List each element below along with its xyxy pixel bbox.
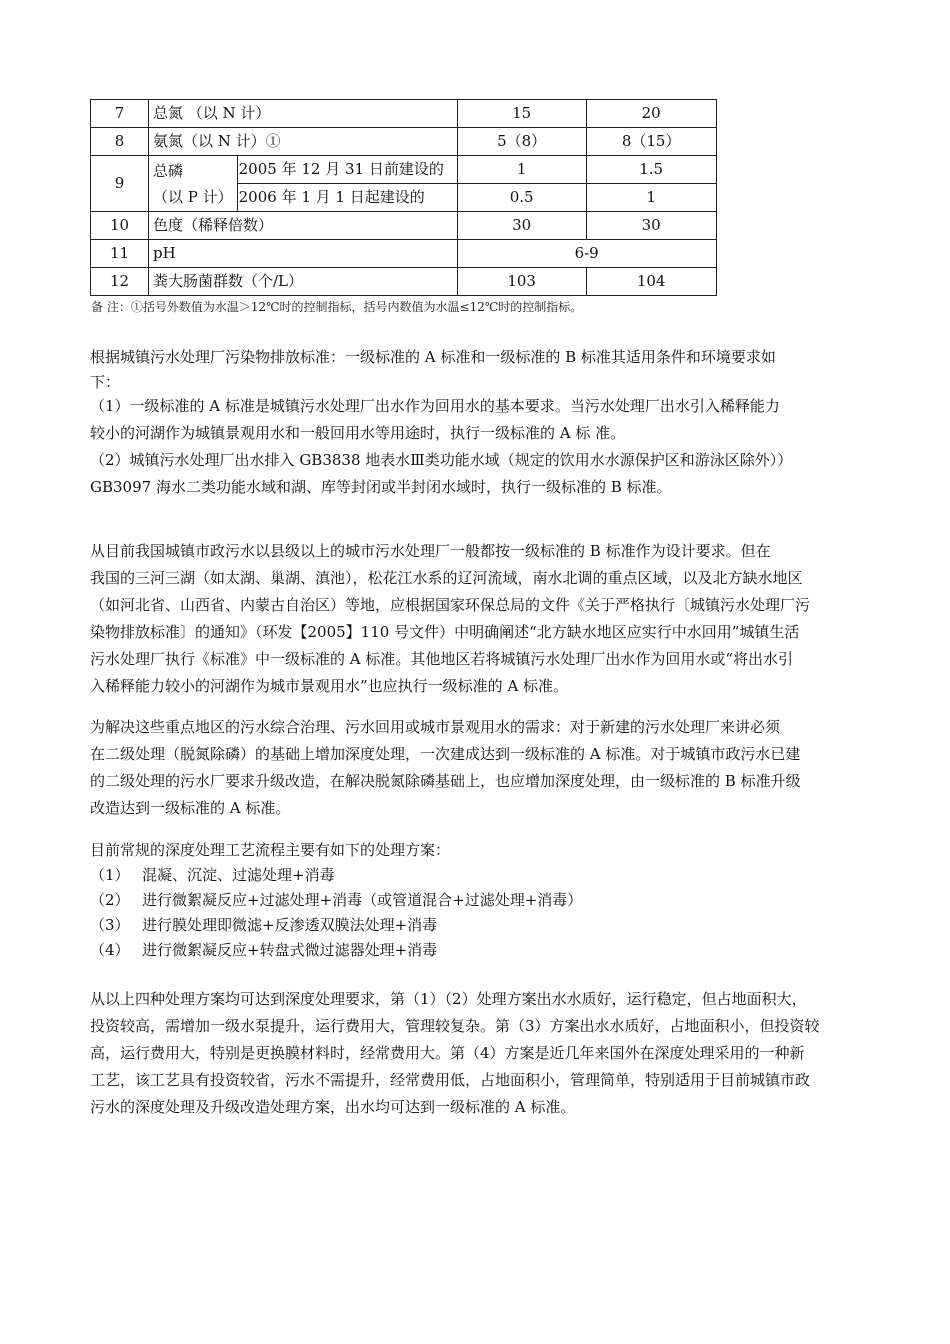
table-row (91, 128, 717, 156)
value-b: 1.5 (586, 156, 716, 184)
text-line: 根据城镇污水处理厂污染物排放标准：一级标准的 A 标准和一级标准的 B 标准其适用条件和环境要求如 (90, 348, 776, 366)
row-number: 7 (91, 100, 149, 128)
text-line: 从以上四种处理方案均可达到深度处理要求，第（1）（2）处理方案出水水质好，运行稳定，但占地面积大， (90, 990, 807, 1008)
item-name: 色度（稀释倍数） (149, 212, 458, 240)
value-a: 5（8） (457, 128, 586, 156)
text-line: 我国的三河三湖（如太湖、巢湖、滇池），松花江水系的辽河流域，南水北调的重点区域，以及北方缺水地区 (90, 569, 803, 587)
list-number: （4） (90, 941, 130, 959)
item-name-main: 总磷 (153, 161, 184, 180)
text-line: 染物排放标准〕的通知》（环发【2005】110 号文件）中明确阐述“北方缺水地区应实行中水回用”城镇生活 (90, 623, 800, 641)
value-a: 15 (457, 100, 586, 128)
list-text: 进行微絮凝反应+过滤处理+消毒（或管道混合+过滤处理+消毒） (142, 891, 583, 909)
list-text: 进行膜处理即微滤+反渗透双膜法处理+消毒 (142, 916, 438, 934)
table-footnote: 备 注：①括号外数值为水温＞12℃时的控制指标，括号内数值为水温≤12℃时的控制指标。 (91, 300, 583, 314)
table-row (91, 156, 717, 184)
paragraph-upgrade-needs (90, 714, 866, 822)
list-number: （3） (90, 916, 130, 934)
text-line: （如河北省、山西省、内蒙古自治区）等地，应根据国家环保总局的文件《关于严格执行〔城镇污水处理厂污 (90, 596, 811, 614)
value-a: 0.5 (457, 184, 586, 212)
text-line: 高，运行费用大，特别是更换膜材料时，经常费用大。第（4）方案是近几年来国外在深度处理采用的一种新 (90, 1044, 805, 1062)
item-name-unit: （以 P 计） (153, 187, 233, 206)
item-name: 粪大肠菌群数（个/L） (149, 268, 458, 296)
table-row (91, 268, 717, 296)
text-line: 投资较高，需增加一级水泵提升，运行费用大，管理较复杂。第（3）方案出水水质好，占地面积小，但投资较 (90, 1017, 820, 1035)
text-line: 的二级处理的污水厂要求升级改造，在解决脱氮除磷基础上，也应增加深度处理，由一级标准的 B 标准升级 (90, 772, 801, 790)
row-number: 8 (91, 128, 149, 156)
value-a: 30 (457, 212, 586, 240)
item-name: 总氮 （以 N 计） (149, 100, 458, 128)
value-b: 1 (586, 184, 716, 212)
row-number: 9 (91, 156, 149, 212)
row-number: 12 (91, 268, 149, 296)
value-a: 103 (457, 268, 586, 296)
list-text: 混凝、沉淀、过滤处理+消毒 (142, 866, 335, 884)
text-line: 改造达到一级标准的 A 标准。 (90, 799, 291, 817)
text-line: 下： (90, 373, 121, 391)
list-item (90, 913, 866, 938)
text-line: 污水的深度处理及升级改造处理方案，出水均可达到一级标准的 A 标准。 (90, 1098, 576, 1116)
sub-item: 2005 年 12 月 31 日前建设的 (237, 156, 457, 184)
item-name (149, 156, 238, 212)
list-number: （2） (90, 891, 130, 909)
value-a: 1 (457, 156, 586, 184)
row-number: 11 (91, 240, 149, 268)
list-item (90, 863, 866, 888)
value-b: 8（15） (586, 128, 716, 156)
value-b: 20 (586, 100, 716, 128)
text-line: 为解决这些重点地区的污水综合治理、污水回用或城市景观用水的需求：对于新建的污水处理厂来讲必须 (90, 718, 781, 736)
list-number: （1） (90, 866, 130, 884)
list-item (90, 888, 866, 913)
row-number: 10 (91, 212, 149, 240)
text-line: 入稀释能力较小的河湖作为城市景观用水”也应执行一级标准的 A 标准。 (90, 677, 569, 695)
sub-item: 2006 年 1 月 1 日起建设的 (237, 184, 457, 212)
paragraph-comparison (90, 986, 866, 1121)
paragraph-standard-conditions (90, 344, 866, 501)
text-line: GB3097 海水二类功能水域和湖、库等封闭或半封闭水域时，执行一级标准的 B 标准。 (90, 478, 672, 496)
value-merged: 6-9 (457, 240, 716, 268)
item-name: 氨氮（以 N 计）① (149, 128, 458, 156)
text-line: （2）城镇污水处理厂出水排入 GB3838 地表水Ⅲ类功能水域（规定的饮用水水源保护区和游泳区除外）） (90, 451, 793, 469)
table-row (91, 100, 717, 128)
text-line: （1）一级标准的 A 标准是城镇污水处理厂出水作为回用水的基本要求。当污水处理厂出水引入稀释能力 (90, 397, 780, 415)
text-line: 污水处理厂执行《标准》中一级标准的 A 标准。其他地区若将城镇污水处理厂出水作为回用水或“将出水引 (90, 650, 794, 668)
paragraph-regional-requirements (90, 538, 866, 700)
table-row (91, 212, 717, 240)
text-line: 工艺，该工艺具有投资较省，污水不需提升，经常费用低，占地面积小，管理简单，特别适用于目前城镇市政 (90, 1071, 811, 1089)
value-b: 104 (586, 268, 716, 296)
value-b: 30 (586, 212, 716, 240)
paragraph-treatment-options (90, 838, 866, 963)
item-name: pH (149, 240, 458, 268)
list-item (90, 938, 866, 963)
table-row (91, 240, 717, 268)
text-line: 从目前我国城镇市政污水以县级以上的城市污水处理厂一般都按一级标准的 B 标准作为设计要求。但在 (90, 542, 771, 560)
discharge-standard-table (90, 99, 717, 296)
text-line: 在二级处理（脱氮除磷）的基础上增加深度处理，一次建成达到一级标准的 A 标准。对于城镇市政污水已建 (90, 745, 801, 763)
list-text: 进行微絮凝反应+转盘式微过滤器处理+消毒 (142, 941, 438, 959)
text-line: 目前常规的深度处理工艺流程主要有如下的处理方案： (90, 841, 451, 859)
text-line: 较小的河湖作为城镇景观用水和一般回用水等用途时，执行一级标准的 A 标 准。 (90, 424, 626, 442)
